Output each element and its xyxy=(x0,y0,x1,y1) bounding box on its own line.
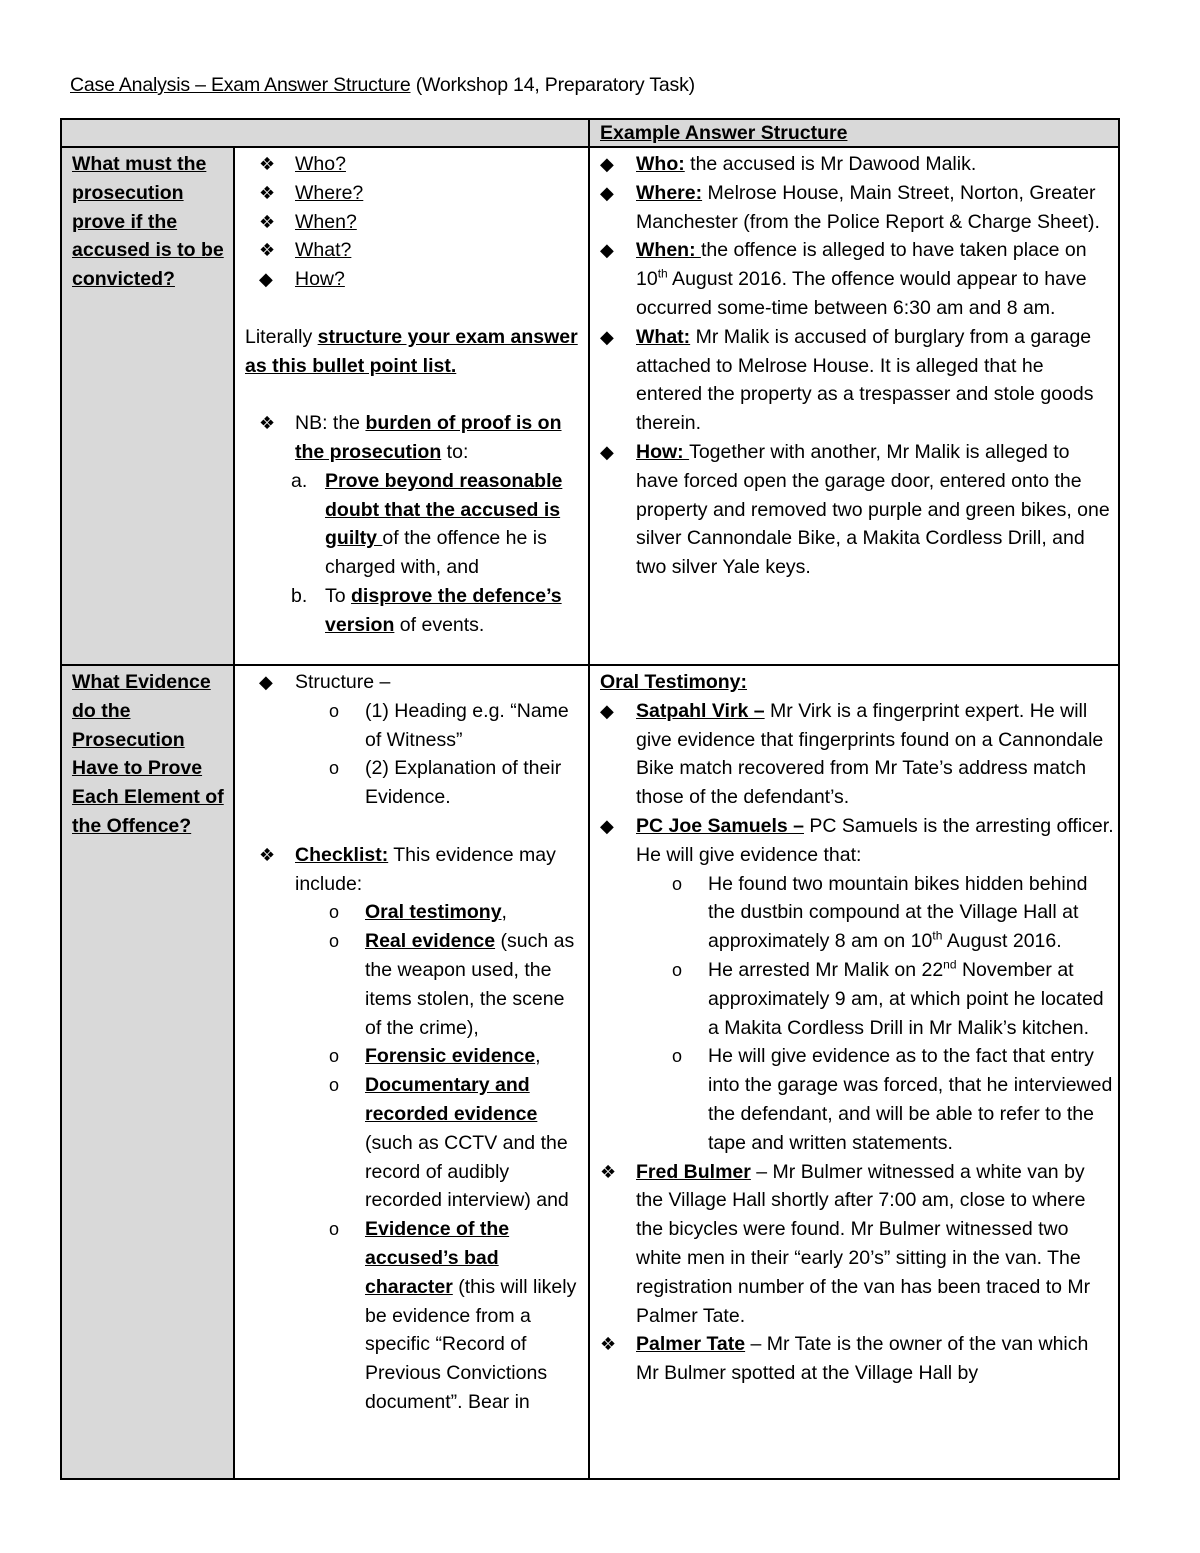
answer-list xyxy=(600,150,1114,582)
burden-points xyxy=(245,467,584,640)
list-item: ❖ What? xyxy=(245,236,584,265)
row2-guidance-cell xyxy=(234,665,589,1479)
list-item: o Oral testimony, xyxy=(245,898,584,927)
list-item: ❖ Where? xyxy=(245,179,584,208)
list-item: ❖ NB: the burden of proof is on the prosecution to: xyxy=(245,409,584,467)
diamond-bullet-icon: ❖ xyxy=(259,413,276,434)
filled-diamond-bullet-icon: ◆ xyxy=(600,441,614,462)
row1-guidance-cell xyxy=(234,147,589,665)
list-item: o (2) Explanation of their Evidence. xyxy=(245,754,584,812)
oral-testimony-heading: Oral Testimony: xyxy=(600,671,748,693)
list-item: o He arrested Mr Malik on 22nd November at approximately 9 am, at which point he located a Makita Cordless Drill in Mr Malik’s kitchen. xyxy=(672,957,1104,1039)
row2-answer-cell xyxy=(589,665,1119,1479)
title-suffix: (Workshop 14, Preparatory Task) xyxy=(410,74,695,96)
list-item: ❖ Who? xyxy=(245,150,584,179)
diamond-bullet-icon: ❖ xyxy=(600,1161,617,1182)
filled-diamond-bullet-icon: ◆ xyxy=(259,269,273,290)
literally-note: Literally structure your exam answer as this bullet point list. xyxy=(245,325,578,377)
list-item: o Forensic evidence, xyxy=(245,1042,584,1071)
diamond-bullet-icon: ❖ xyxy=(259,182,276,203)
list-item: o He will give evidence as to the fact that entry into the garage was forced, that he interviewed the defendant, and will be able to refer to the tape and written statements. xyxy=(600,1042,1114,1157)
list-item: ❖ Fred Bulmer – Mr Bulmer witnessed a white van by the Village Hall shortly after 7:00 am, close to where the bicycles were found. Mr Bulmer witnessed two white men in their “early 20’s” sitting in the van. The registration number of the van has been traced to Mr Palmer Tate. xyxy=(600,1158,1114,1331)
filled-diamond-bullet-icon: ◆ xyxy=(600,815,614,836)
analysis-table xyxy=(60,118,1120,1480)
list-item: ◆ Satpahl Virk – Mr Virk is a fingerprint expert. He will give evidence that fingerprints found on a Cannondale Bike match recovered from Mr Tate’s address match those of the defendant’s. xyxy=(600,697,1114,812)
list-item: o Real evidence (such as the weapon used, the items stolen, the scene of the crime), xyxy=(245,927,584,1042)
filled-diamond-bullet-icon: ◆ xyxy=(600,154,614,174)
nb-list xyxy=(245,409,584,467)
circle-bullet-icon: o xyxy=(329,700,340,721)
list-item: ◆ PC Joe Samuels – PC Samuels is the arresting officer. He will give evidence that: xyxy=(600,812,1114,870)
row2-heading: What Evidence do the Prosecution Have to Prove Each Element of the Offence? xyxy=(61,665,234,1479)
circle-bullet-icon: o xyxy=(329,1219,340,1240)
diamond-bullet-icon: ❖ xyxy=(600,1334,617,1355)
row-prosecution-proof xyxy=(61,147,1119,665)
list-item: ◆ When: the offence is alleged to have taken place on 10th August 2016. The offence would appear to have occurred some-time between 6:30 am and 8 am. xyxy=(600,236,1114,322)
row-evidence xyxy=(61,665,1119,1479)
header-empty-cell xyxy=(61,119,589,147)
list-item: a. Prove beyond reasonable doubt that the accused is guilty of the offence he is charged with, and xyxy=(291,469,563,579)
filled-diamond-bullet-icon: ◆ xyxy=(600,326,614,347)
structure-items xyxy=(245,697,584,812)
diamond-bullet-icon: ❖ xyxy=(259,844,276,865)
witness-list-continued xyxy=(600,1158,1114,1388)
list-item: ❖ Palmer Tate – Mr Tate is the owner of the van which Mr Bulmer spotted at the Village Hall by xyxy=(600,1330,1114,1388)
list-item: ◆ Where: Melrose House, Main Street, Norton, Greater Manchester (from the Police Report & Charge Sheet). xyxy=(600,179,1114,237)
circle-bullet-icon: o xyxy=(329,1046,340,1067)
list-item: ◆ Structure – xyxy=(245,668,584,697)
list-item: o Evidence of the accused’s bad character (this will likely be evidence from a specific “Record of Previous Convictions document”. Bear in xyxy=(245,1215,584,1417)
circle-bullet-icon: o xyxy=(329,902,340,923)
list-item: ◆ How: Together with another, Mr Malik is alleged to have forced open the garage door, entered onto the property and removed two purple and green bikes, one silver Cannondale Bike, a Makita Cordless Drill, and two silver Yale keys. xyxy=(600,438,1114,582)
question-list xyxy=(245,150,584,294)
list-item: ◆ How? xyxy=(245,265,584,294)
diamond-bullet-icon: ❖ xyxy=(259,154,276,174)
filled-diamond-bullet-icon: ◆ xyxy=(600,700,614,721)
document-title xyxy=(70,74,695,97)
filled-diamond-bullet-icon: ◆ xyxy=(600,182,614,203)
diamond-bullet-icon: ❖ xyxy=(259,240,276,261)
list-item: b. To disprove the defence’s version of events. xyxy=(291,584,562,636)
row1-heading: What must the prosecution prove if the accused is to be convicted? xyxy=(61,147,234,665)
header-row xyxy=(61,119,1119,147)
list-item: ◆ What: Mr Malik is accused of burglary from a garage attached to Melrose House. It is alleged that he entered the property as a trespasser and stole goods therein. xyxy=(600,323,1114,438)
list-item: o Documentary and recorded evidence (such as CCTV and the record of audibly recorded interview) and xyxy=(245,1071,584,1215)
list-item: o (1) Heading e.g. “Name of Witness” xyxy=(245,697,584,755)
list-item: ❖ When? xyxy=(245,208,584,237)
structure-list xyxy=(245,668,584,697)
samuels-evidence-list xyxy=(600,870,1114,1158)
diamond-bullet-icon: ❖ xyxy=(259,211,276,232)
filled-diamond-bullet-icon: ◆ xyxy=(259,672,273,692)
circle-bullet-icon: o xyxy=(329,758,340,779)
list-item: o He found two mountain bikes hidden behind the dustbin compound at the Village Hall at approximately 8 am on 10th August 2016. xyxy=(600,870,1114,956)
checklist xyxy=(245,841,584,899)
example-answer-header: Example Answer Structure xyxy=(589,119,1119,147)
circle-bullet-icon: o xyxy=(329,931,340,952)
filled-diamond-bullet-icon: ◆ xyxy=(600,240,614,261)
circle-bullet-icon: o xyxy=(329,1075,340,1096)
circle-bullet-icon: o xyxy=(672,1046,683,1067)
circle-bullet-icon: o xyxy=(672,873,683,894)
title-main: Case Analysis – Exam Answer Structure xyxy=(70,74,411,96)
list-item: ❖ Checklist: This evidence may include: xyxy=(245,841,584,899)
witness-list xyxy=(600,697,1114,870)
checklist-items xyxy=(245,898,584,1416)
list-item: ◆ Who: the accused is Mr Dawood Malik. xyxy=(600,150,1114,179)
circle-bullet-icon: o xyxy=(672,959,683,980)
row1-answer-cell xyxy=(589,147,1119,665)
